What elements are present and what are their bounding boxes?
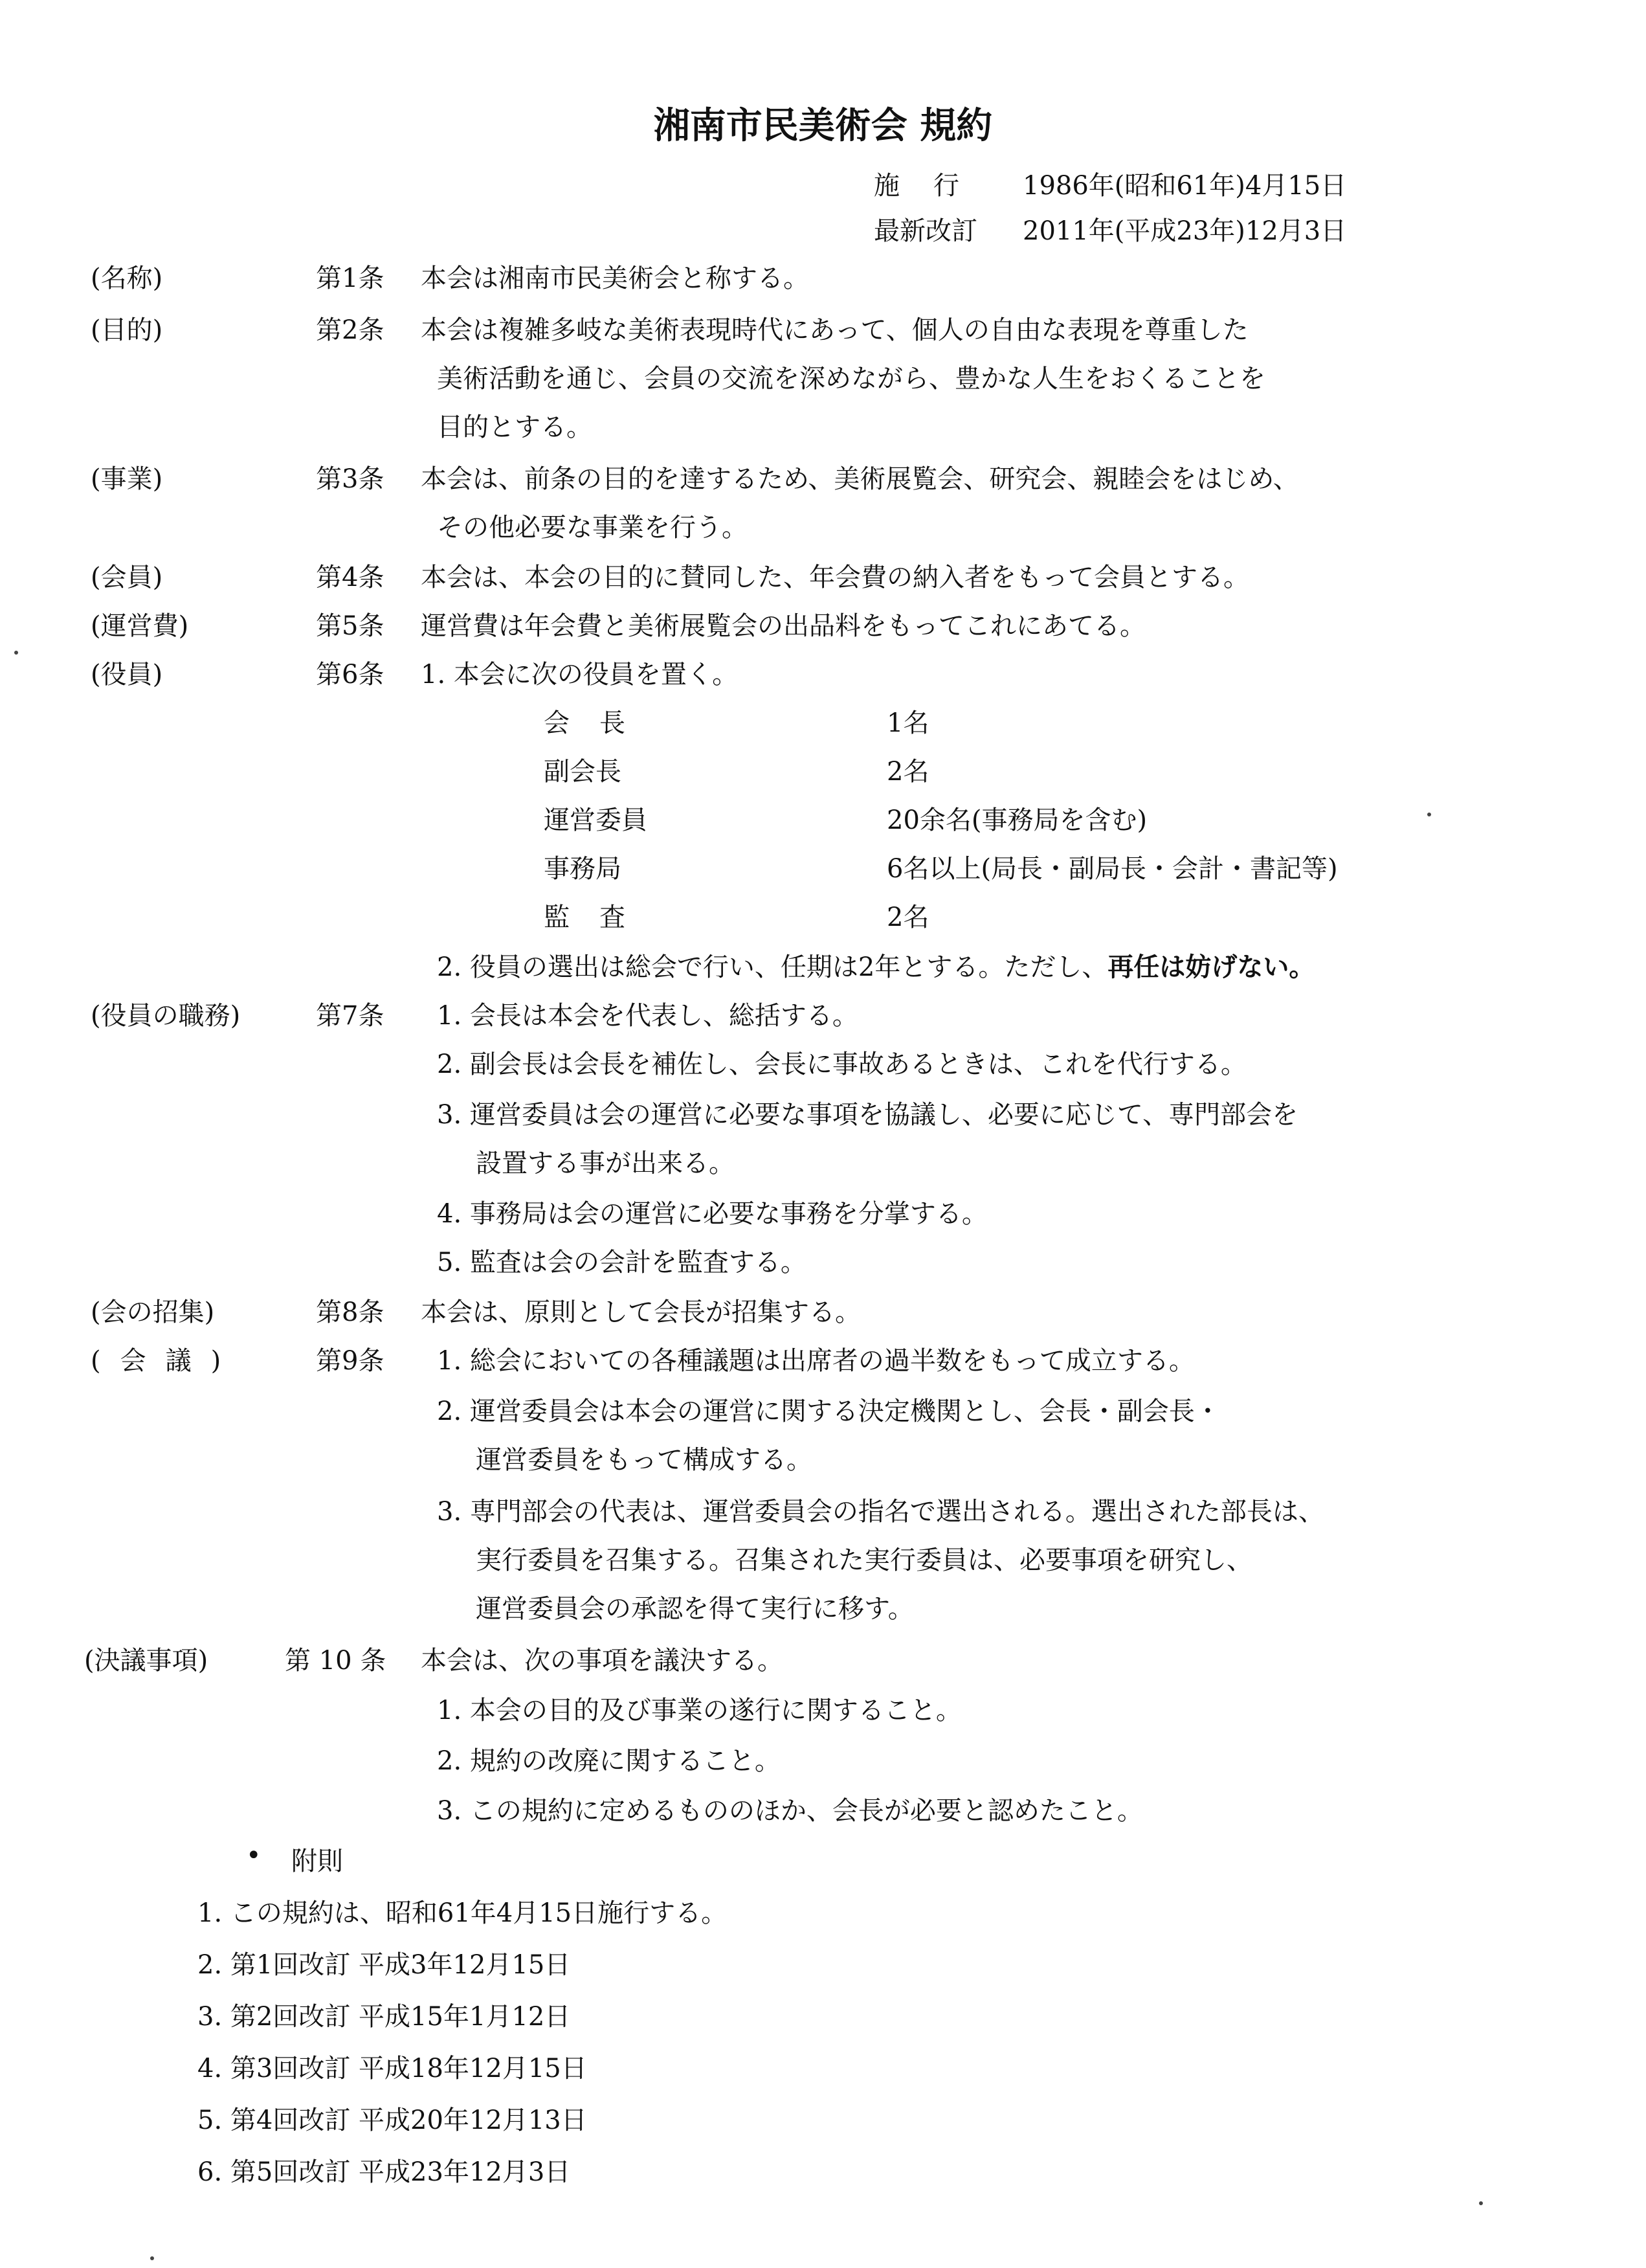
emphasis-text: 再任は妨げない。 xyxy=(1107,952,1315,982)
article-number: 第 10 条 xyxy=(285,1646,386,1676)
article-item-text: 2. 役員の選出は総会で行い、任期は2年とする。ただし、 xyxy=(437,952,1108,982)
article-label: (役員) xyxy=(91,660,163,690)
supplementary-label: 附則 xyxy=(291,1847,343,1876)
article-text: 本会は、原則として会長が招集する。 xyxy=(421,1297,861,1327)
article-label: (決議事項) xyxy=(84,1646,208,1676)
revised-value: 2011年(平成23年)12月3日 xyxy=(1023,216,1347,246)
officer-count: 20余名(事務局を含む) xyxy=(887,805,1148,835)
article-label: (会の招集) xyxy=(91,1297,215,1327)
supplementary-text: 2. 第1回改訂 平成3年12月15日 xyxy=(197,1950,571,1980)
bullet-icon: • xyxy=(246,1841,261,1870)
officer-role: 監査 xyxy=(544,903,655,932)
article-item: 5. 監査は会の会計を監査する。 xyxy=(437,1248,806,1277)
article-text: 本会は、本会の目的に賛同した、年会費の納入者をもって会員とする。 xyxy=(421,563,1249,592)
article-text: 本会は複雑多岐な美術表現時代にあって、個人の自由な表現を尊重した xyxy=(421,315,1249,345)
officer-role: 副会長 xyxy=(544,757,621,787)
article-item: 3. 運営委員は会の運営に必要な事項を協議し、必要に応じて、専門部会を xyxy=(437,1100,1298,1130)
document-title: 湘南市民美術会 規約 xyxy=(653,105,993,147)
article-number: 第5条 xyxy=(316,611,384,641)
article-label: (目的) xyxy=(91,315,163,345)
article-text: 運営費は年会費と美術展覧会の出品料をもってこれにあてる。 xyxy=(421,611,1146,641)
article-item: 1. 本会に次の役員を置く。 xyxy=(421,660,739,690)
article-item: 4. 事務局は会の運営に必要な事務を分掌する。 xyxy=(437,1199,988,1229)
article-item: 2. 規約の改廃に関すること。 xyxy=(437,1746,781,1776)
supplementary-text: 6. 第5回改訂 平成23年12月3日 xyxy=(197,2157,571,2187)
enforced-label: 施行 xyxy=(874,171,993,201)
article-item: 1. 本会の目的及び事業の遂行に関すること。 xyxy=(437,1696,962,1725)
article-item: 運営委員会の承認を得て実行に移す。 xyxy=(476,1594,914,1624)
article-item: 設置する事が出来る。 xyxy=(476,1149,735,1178)
scan-speck xyxy=(1479,2201,1483,2205)
article-number: 第9条 xyxy=(316,1346,384,1376)
article-text: 目的とする。 xyxy=(437,412,592,442)
officer-count: 2名 xyxy=(887,903,929,932)
revised-label: 最新改訂 xyxy=(874,216,977,246)
officer-count: 6名以上(局長・副局長・会計・書記等) xyxy=(887,854,1338,884)
article-item: 3. 専門部会の代表は、運営委員会の指名で選出される。選出された部長は、 xyxy=(437,1497,1324,1527)
scan-speck xyxy=(14,651,18,655)
article-number: 第6条 xyxy=(316,660,384,690)
scan-speck xyxy=(150,2256,154,2260)
article-text: 本会は湘南市民美術会と称する。 xyxy=(421,264,809,293)
article-label: (会議) xyxy=(91,1346,241,1376)
supplementary-text: 3. 第2回改訂 平成15年1月12日 xyxy=(197,2002,571,2032)
article-number: 第3条 xyxy=(316,464,384,494)
article-item: 実行委員を召集する。召集された実行委員は、必要事項を研究し、 xyxy=(476,1545,1252,1575)
enforced-date-line xyxy=(874,165,1346,202)
officer-role: 運営委員 xyxy=(544,805,647,835)
article-number: 第2条 xyxy=(316,315,384,345)
article-label: (役員の職務) xyxy=(91,1001,241,1031)
supplementary-text: 5. 第4回改訂 平成20年12月13日 xyxy=(197,2105,587,2135)
revised-date-line xyxy=(874,210,1346,247)
article-item: 1. 総会においての各種議題は出席者の過半数をもって成立する。 xyxy=(437,1346,1195,1376)
article-text: 本会は、次の事項を議決する。 xyxy=(421,1646,783,1676)
article-text: 本会は、前条の目的を達するため、美術展覧会、研究会、親睦会をはじめ、 xyxy=(421,464,1299,494)
article-item: 運営委員をもって構成する。 xyxy=(476,1445,812,1475)
officer-count: 1名 xyxy=(887,708,929,738)
officer-count: 2名 xyxy=(887,757,929,787)
scan-speck xyxy=(1427,813,1431,816)
article-item: 3. この規約に定めるもののほか、会長が必要と認めたこと。 xyxy=(437,1796,1143,1826)
article-label: (名称) xyxy=(91,264,163,293)
article-text: 美術活動を通じ、会員の交流を深めながら、豊かな人生をおくることを xyxy=(437,364,1265,394)
article-item: 2. 運営委員会は本会の運営に関する決定機関とし、会長・副会長・ xyxy=(437,1397,1221,1426)
article-label: (事業) xyxy=(91,464,163,494)
article-label: (運営費) xyxy=(91,611,189,641)
officer-role: 事務局 xyxy=(544,854,621,884)
article-number: 第7条 xyxy=(316,1001,384,1031)
article-number: 第4条 xyxy=(316,563,384,592)
article-number: 第8条 xyxy=(316,1297,384,1327)
supplementary-text: 1. この規約は、昭和61年4月15日施行する。 xyxy=(197,1898,728,1928)
article-item xyxy=(437,947,1315,983)
article-text: その他必要な事業を行う。 xyxy=(437,513,748,543)
article-item: 2. 副会長は会長を補佐し、会長に事故あるときは、これを代行する。 xyxy=(437,1050,1247,1079)
officer-role: 会長 xyxy=(544,708,655,738)
enforced-value: 1986年(昭和61年)4月15日 xyxy=(1023,171,1347,201)
article-label: (会員) xyxy=(91,563,163,592)
article-item: 1. 会長は本会を代表し、総括する。 xyxy=(437,1001,858,1031)
article-number: 第1条 xyxy=(316,264,384,293)
supplementary-text: 4. 第3回改訂 平成18年12月15日 xyxy=(197,2054,587,2083)
